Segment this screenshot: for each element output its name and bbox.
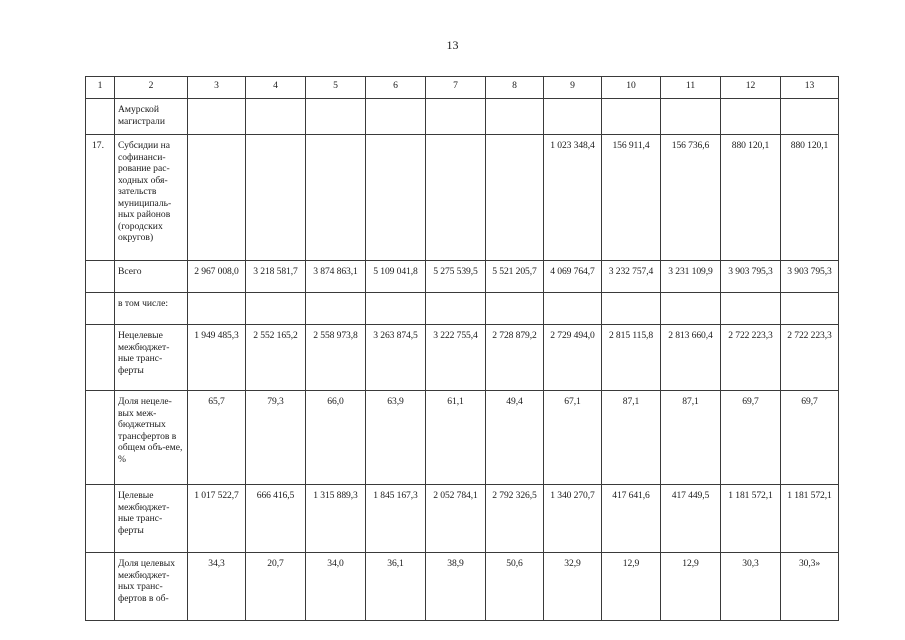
table-cell	[602, 99, 661, 135]
table-cell: 32,9	[544, 553, 602, 621]
row-index	[86, 99, 115, 135]
table-cell: 2 558 973,8	[306, 325, 366, 391]
row-label: Доля целевых межбюджет-ных транс-фертов в об-	[115, 553, 188, 621]
row-index	[86, 391, 115, 485]
row-index	[86, 485, 115, 553]
column-number: 3	[188, 77, 246, 99]
table-cell	[366, 293, 426, 325]
table-cell: 3 231 109,9	[661, 261, 721, 293]
table-cell	[544, 99, 602, 135]
table-cell: 3 903 795,3	[781, 261, 839, 293]
table-cell	[188, 99, 246, 135]
table-row	[86, 261, 839, 293]
table-cell	[781, 99, 839, 135]
table-row	[86, 135, 839, 261]
column-number: 5	[306, 77, 366, 99]
table-row	[86, 99, 839, 135]
column-number: 2	[115, 77, 188, 99]
table-cell: 5 521 205,7	[486, 261, 544, 293]
table-cell: 67,1	[544, 391, 602, 485]
table-cell: 50,6	[486, 553, 544, 621]
table-cell: 1 315 889,3	[306, 485, 366, 553]
table-cell: 34,0	[306, 553, 366, 621]
table-cell: 36,1	[366, 553, 426, 621]
column-number: 13	[781, 77, 839, 99]
table-row	[86, 553, 839, 621]
table-cell: 5 109 041,8	[366, 261, 426, 293]
table-cell	[486, 99, 544, 135]
table-cell: 1 949 485,3	[188, 325, 246, 391]
table-cell: 1 017 522,7	[188, 485, 246, 553]
table-cell: 1 845 167,3	[366, 485, 426, 553]
table-cell	[246, 135, 306, 261]
table-cell	[366, 99, 426, 135]
table-cell	[426, 99, 486, 135]
column-number: 6	[366, 77, 426, 99]
table-cell	[544, 293, 602, 325]
table-header-row	[86, 77, 839, 99]
table-cell: 156 736,6	[661, 135, 721, 261]
table-cell: 1 023 348,4	[544, 135, 602, 261]
page-number: 13	[446, 38, 459, 52]
row-label: Доля нецеле-вых меж-бюджетных трансфертов в общем объ-еме, %	[115, 391, 188, 485]
table-cell	[246, 293, 306, 325]
table-cell	[661, 293, 721, 325]
table-cell: 156 911,4	[602, 135, 661, 261]
row-label: Всего	[115, 261, 188, 293]
table-cell	[721, 99, 781, 135]
column-number: 9	[544, 77, 602, 99]
table-cell: 3 263 874,5	[366, 325, 426, 391]
table-cell: 2 967 008,0	[188, 261, 246, 293]
table-cell	[366, 135, 426, 261]
table-cell: 1 181 572,1	[721, 485, 781, 553]
table-cell: 2 813 660,4	[661, 325, 721, 391]
table-cell: 3 903 795,3	[721, 261, 781, 293]
table-cell: 66,0	[306, 391, 366, 485]
table-cell	[246, 99, 306, 135]
table-cell: 34,3	[188, 553, 246, 621]
table-cell: 38,9	[426, 553, 486, 621]
table-cell: 61,1	[426, 391, 486, 485]
table-cell: 12,9	[602, 553, 661, 621]
table-cell	[721, 293, 781, 325]
table-cell: 87,1	[602, 391, 661, 485]
table-cell: 79,3	[246, 391, 306, 485]
table-cell: 65,7	[188, 391, 246, 485]
table-cell: 20,7	[246, 553, 306, 621]
table-cell	[188, 135, 246, 261]
table-cell	[661, 99, 721, 135]
table-cell: 3 232 757,4	[602, 261, 661, 293]
table-cell	[188, 293, 246, 325]
table-cell	[602, 293, 661, 325]
table-cell: 666 416,5	[246, 485, 306, 553]
row-index	[86, 261, 115, 293]
table-cell: 30,3»	[781, 553, 839, 621]
table-cell: 69,7	[721, 391, 781, 485]
table-cell: 5 275 539,5	[426, 261, 486, 293]
row-label: Нецелевые межбюджет-ные транс-ферты	[115, 325, 188, 391]
table-cell: 2 792 326,5	[486, 485, 544, 553]
column-number: 11	[661, 77, 721, 99]
column-number: 12	[721, 77, 781, 99]
row-index	[86, 325, 115, 391]
table-cell	[486, 135, 544, 261]
table-cell: 12,9	[661, 553, 721, 621]
table-cell: 880 120,1	[721, 135, 781, 261]
row-index	[86, 553, 115, 621]
table-cell: 2 722 223,3	[781, 325, 839, 391]
row-label: Амурской магистрали	[115, 99, 188, 135]
table-cell: 1 340 270,7	[544, 485, 602, 553]
budget-table	[85, 76, 839, 621]
column-number: 8	[486, 77, 544, 99]
table-cell: 3 222 755,4	[426, 325, 486, 391]
table-cell: 49,4	[486, 391, 544, 485]
column-number: 7	[426, 77, 486, 99]
table-cell: 2 815 115,8	[602, 325, 661, 391]
table-row	[86, 293, 839, 325]
table-cell: 3 218 581,7	[246, 261, 306, 293]
row-label: Целевые межбюджет-ные транс-ферты	[115, 485, 188, 553]
table-cell	[426, 293, 486, 325]
table-cell: 69,7	[781, 391, 839, 485]
table-cell: 2 729 494,0	[544, 325, 602, 391]
table-cell: 30,3	[721, 553, 781, 621]
column-number: 4	[246, 77, 306, 99]
row-index: 17.	[86, 135, 115, 261]
row-label: в том числе:	[115, 293, 188, 325]
table-cell	[781, 293, 839, 325]
table-cell	[486, 293, 544, 325]
table-cell: 4 069 764,7	[544, 261, 602, 293]
table-cell	[306, 99, 366, 135]
table-cell	[306, 135, 366, 261]
table-cell	[306, 293, 366, 325]
table-cell: 87,1	[661, 391, 721, 485]
table-row	[86, 391, 839, 485]
table-cell: 417 449,5	[661, 485, 721, 553]
table-cell: 63,9	[366, 391, 426, 485]
table-cell: 880 120,1	[781, 135, 839, 261]
table-cell: 3 874 863,1	[306, 261, 366, 293]
column-number: 1	[86, 77, 115, 99]
row-label: Субсидии на софинанси-рование рас-ходных обя-зательств муниципаль-ных районов (городских округов)	[115, 135, 188, 261]
table-cell: 1 181 572,1	[781, 485, 839, 553]
table-cell: 417 641,6	[602, 485, 661, 553]
table-row	[86, 485, 839, 553]
table-cell: 2 722 223,3	[721, 325, 781, 391]
table-cell: 2 552 165,2	[246, 325, 306, 391]
table-cell: 2 052 784,1	[426, 485, 486, 553]
column-number: 10	[602, 77, 661, 99]
table-cell: 2 728 879,2	[486, 325, 544, 391]
row-index	[86, 293, 115, 325]
table-cell	[426, 135, 486, 261]
table-row	[86, 325, 839, 391]
